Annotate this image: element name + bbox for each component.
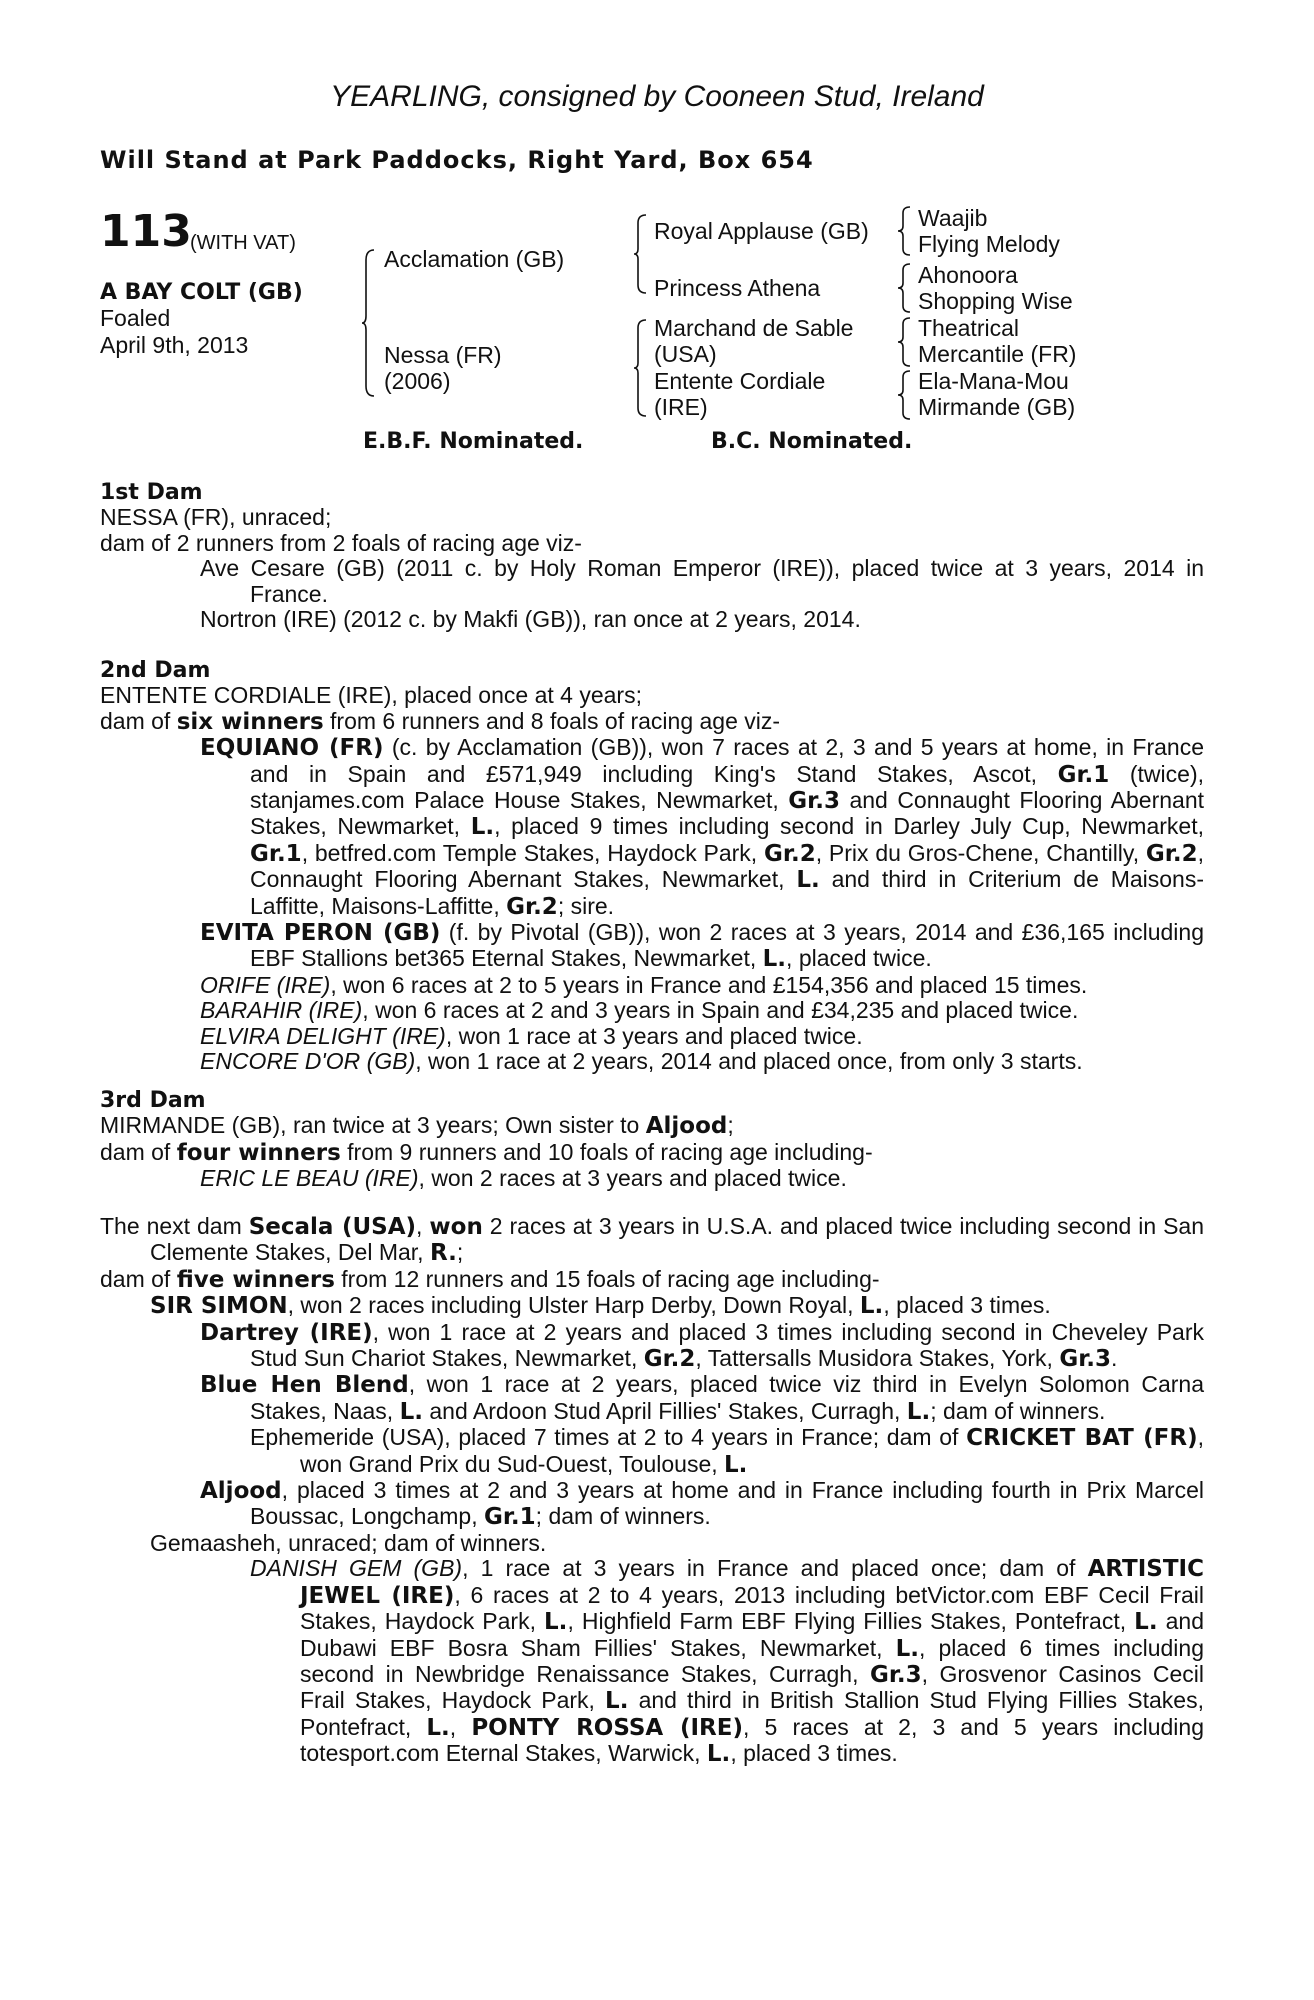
- second-dam-line1: ENTENTE CORDIALE (IRE), placed once at 4 years;: [100, 682, 642, 709]
- next-dam-section: [100, 1214, 1204, 1768]
- pedigree-brace-dam: [634, 318, 648, 418]
- foal-entry: ENCORE D'OR (GB), won 1 race at 2 years, 2014 and placed once, from only 3 starts.: [200, 1048, 1083, 1075]
- pedigree-dam-sire-country: (USA): [654, 341, 717, 367]
- pedigree-g1: Waajib: [918, 205, 988, 231]
- next-dam-line1: The next dam Secala (USA), won 2 races at 3 years in U.S.A. and placed twice including second in San Clemente Stakes, Del Mar, R.;: [100, 1213, 1205, 1267]
- section-heading: 2nd Dam: [100, 658, 211, 683]
- foal-entry: EQUIANO (FR) (c. by Acclamation (GB)), won 7 races at 2, 3 and 5 years at home, in France and in Spain and £571,949 including King's Stand Stakes, Ascot, Gr.1 (twice), stanjames.com Palace House Stakes, Newmarket, Gr.3 and Connaught Flooring Abernant Stakes, Newmarket, L., placed 9 times including second in Darley July Cup, Newmarket, Gr.1, betfred.com Temple Stakes, Haydock Park, Gr.2, Prix du Gros-Chene, Chantilly, Gr.2, Connaught Flooring Abernant Stakes, Newmarket, L. and third in Criterium de Maisons-Laffitte, Maisons-Laffitte, Gr.2; sire.: [200, 734, 1205, 920]
- pedigree-dam-year: (2006): [384, 368, 451, 394]
- pedigree-g6: Mercantile (FR): [918, 341, 1077, 367]
- second-dam-line2: dam of six winners from 6 runners and 8 foals of racing age viz-: [100, 707, 781, 735]
- first-dam-line2: dam of 2 runners from 2 foals of racing age viz-: [100, 529, 582, 556]
- pedigree-sire-sire: Royal Applause (GB): [654, 218, 869, 244]
- pedigree-g7: Ela-Mana-Mou: [918, 368, 1069, 394]
- pedigree-g4: Shopping Wise: [918, 288, 1073, 314]
- foal-entry: Gemaasheh, unraced; dam of winners.: [150, 1529, 547, 1556]
- foal-entry: SIR SIMON, won 2 races including Ulster Harp Derby, Down Royal, L., placed 3 times.: [150, 1292, 1051, 1320]
- foal-entry: ERIC LE BEAU (IRE), won 2 races at 3 years and placed twice.: [200, 1165, 847, 1192]
- third-dam-line1: MIRMANDE (GB), ran twice at 3 years; Own sister to Aljood;: [100, 1112, 734, 1140]
- lot-description: A BAY COLT (GB): [100, 280, 303, 305]
- foal-entry: Nortron (IRE) (2012 c. by Makfi (GB)), ran once at 2 years, 2014.: [200, 606, 861, 633]
- foal-entry: Dartrey (IRE), won 1 race at 2 years and placed 3 times including second in Cheveley Park Stud Sun Chariot Stakes, Newmarket, Gr.2, Tattersalls Musidora Stakes, York, Gr.3.: [200, 1318, 1204, 1373]
- lot-number: 113: [100, 206, 192, 257]
- foaled-date: April 9th, 2013: [100, 332, 249, 358]
- first-dam-section: [100, 480, 1204, 632]
- foal-entry: Aljood, placed 3 times at 2 and 3 years at home and in France including fourth in Prix Marcel Boussac, Longchamp, Gr.1; dam of winners.: [200, 1477, 1204, 1531]
- ebf-nominated: E.B.F. Nominated.: [363, 429, 584, 454]
- pedigree-dam-sire: Marchand de Sable: [654, 315, 854, 341]
- foal-entry: Blue Hen Blend, won 1 race at 2 years, placed twice viz third in Evelyn Solomon Carna Stakes, Naas, L. and Ardoon Stud April Fillies' Stakes, Curragh, L.; dam of winners.: [200, 1371, 1204, 1425]
- pedigree-brace-g3: [898, 316, 912, 368]
- next-dam-line2: dam of five winners from 12 runners and 15 foals of racing age including-: [100, 1265, 880, 1293]
- third-dam-section: [100, 1088, 1204, 1192]
- pedigree-sire-dam: Princess Athena: [654, 275, 821, 301]
- foal-entry: ORIFE (IRE), won 6 races at 2 to 5 years in France and £154,356 and placed 15 times.: [200, 971, 1088, 998]
- pedigree-sire: Acclamation (GB): [384, 246, 565, 272]
- vat-label: (WITH VAT): [190, 232, 296, 254]
- foal-entry: EVITA PERON (GB) (f. by Pivotal (GB)), won 2 races at 3 years, 2014 and £36,165 including EBF Stallions bet365 Eternal Stakes, Newmarket, L., placed twice.: [200, 919, 1204, 973]
- pedigree-dam-dam: Entente Cordiale: [654, 368, 826, 394]
- pedigree-brace-sire: [634, 213, 648, 295]
- pedigree-brace-main: [362, 248, 376, 398]
- second-dam-section: [100, 658, 1204, 1075]
- pedigree-brace-g2: [898, 262, 912, 314]
- foal-entry: Ephemeride (USA), placed 7 times at 2 to 4 years in France; dam of CRICKET BAT (FR), won Grand Prix du Sud-Ouest, Toulouse, L.: [250, 1424, 1204, 1478]
- pedigree-g8: Mirmande (GB): [918, 394, 1076, 420]
- pedigree-g2: Flying Melody: [918, 231, 1060, 257]
- foaled-label: Foaled: [100, 305, 171, 331]
- section-heading: 1st Dam: [100, 480, 203, 505]
- first-dam-line1: NESSA (FR), unraced;: [100, 504, 332, 531]
- page-title: YEARLING, consigned by Cooneen Stud, Ireland: [330, 80, 984, 113]
- pedigree-brace-g1: [898, 205, 912, 257]
- pedigree-g3: Ahonoora: [918, 262, 1018, 288]
- foal-entry: Ave Cesare (GB) (2011 c. by Holy Roman Emperor (IRE)), placed twice at 3 years, 2014 in France.: [200, 555, 1204, 607]
- third-dam-line2: dam of four winners from 9 runners and 10 foals of racing age including-: [100, 1138, 873, 1166]
- foal-entry: ELVIRA DELIGHT (IRE), won 1 race at 3 years and placed twice.: [200, 1022, 863, 1049]
- bc-nominated: B.C. Nominated.: [711, 429, 913, 454]
- stand-location: Will Stand at Park Paddocks, Right Yard, Box 654: [100, 146, 814, 174]
- pedigree-brace-g4: [898, 369, 912, 421]
- pedigree-dam: Nessa (FR): [384, 342, 502, 368]
- pedigree-g5: Theatrical: [918, 315, 1019, 341]
- foal-entry: BARAHIR (IRE), won 6 races at 2 and 3 years in Spain and £34,235 and placed twice.: [200, 997, 1079, 1024]
- foal-entry: DANISH GEM (GB), 1 race at 3 years in France and placed once; dam of ARTISTIC JEWEL (IRE), 6 races at 2 to 4 years, 2013 including betVictor.com EBF Cecil Frail Stakes, Haydock Park, L., Highfield Farm EBF Flying Fillies Stakes, Pontefract, L. and Dubawi EBF Bosra Sham Fillies' Stakes, Newmarket, L., placed 6 times including second in Newbridge Renaissance Stakes, Curragh, Gr.3, Grosvenor Casinos Cecil Frail Stakes, Haydock Park, L. and third in British Stallion Stud Flying Fillies Stakes, Pontefract, L., PONTY ROSSA (IRE), 5 races at 2, 3 and 5 years including totesport.com Eternal Stakes, Warwick, L., placed 3 times.: [250, 1555, 1205, 1768]
- pedigree-dam-dam-country: (IRE): [654, 394, 708, 420]
- section-heading: 3rd Dam: [100, 1088, 206, 1113]
